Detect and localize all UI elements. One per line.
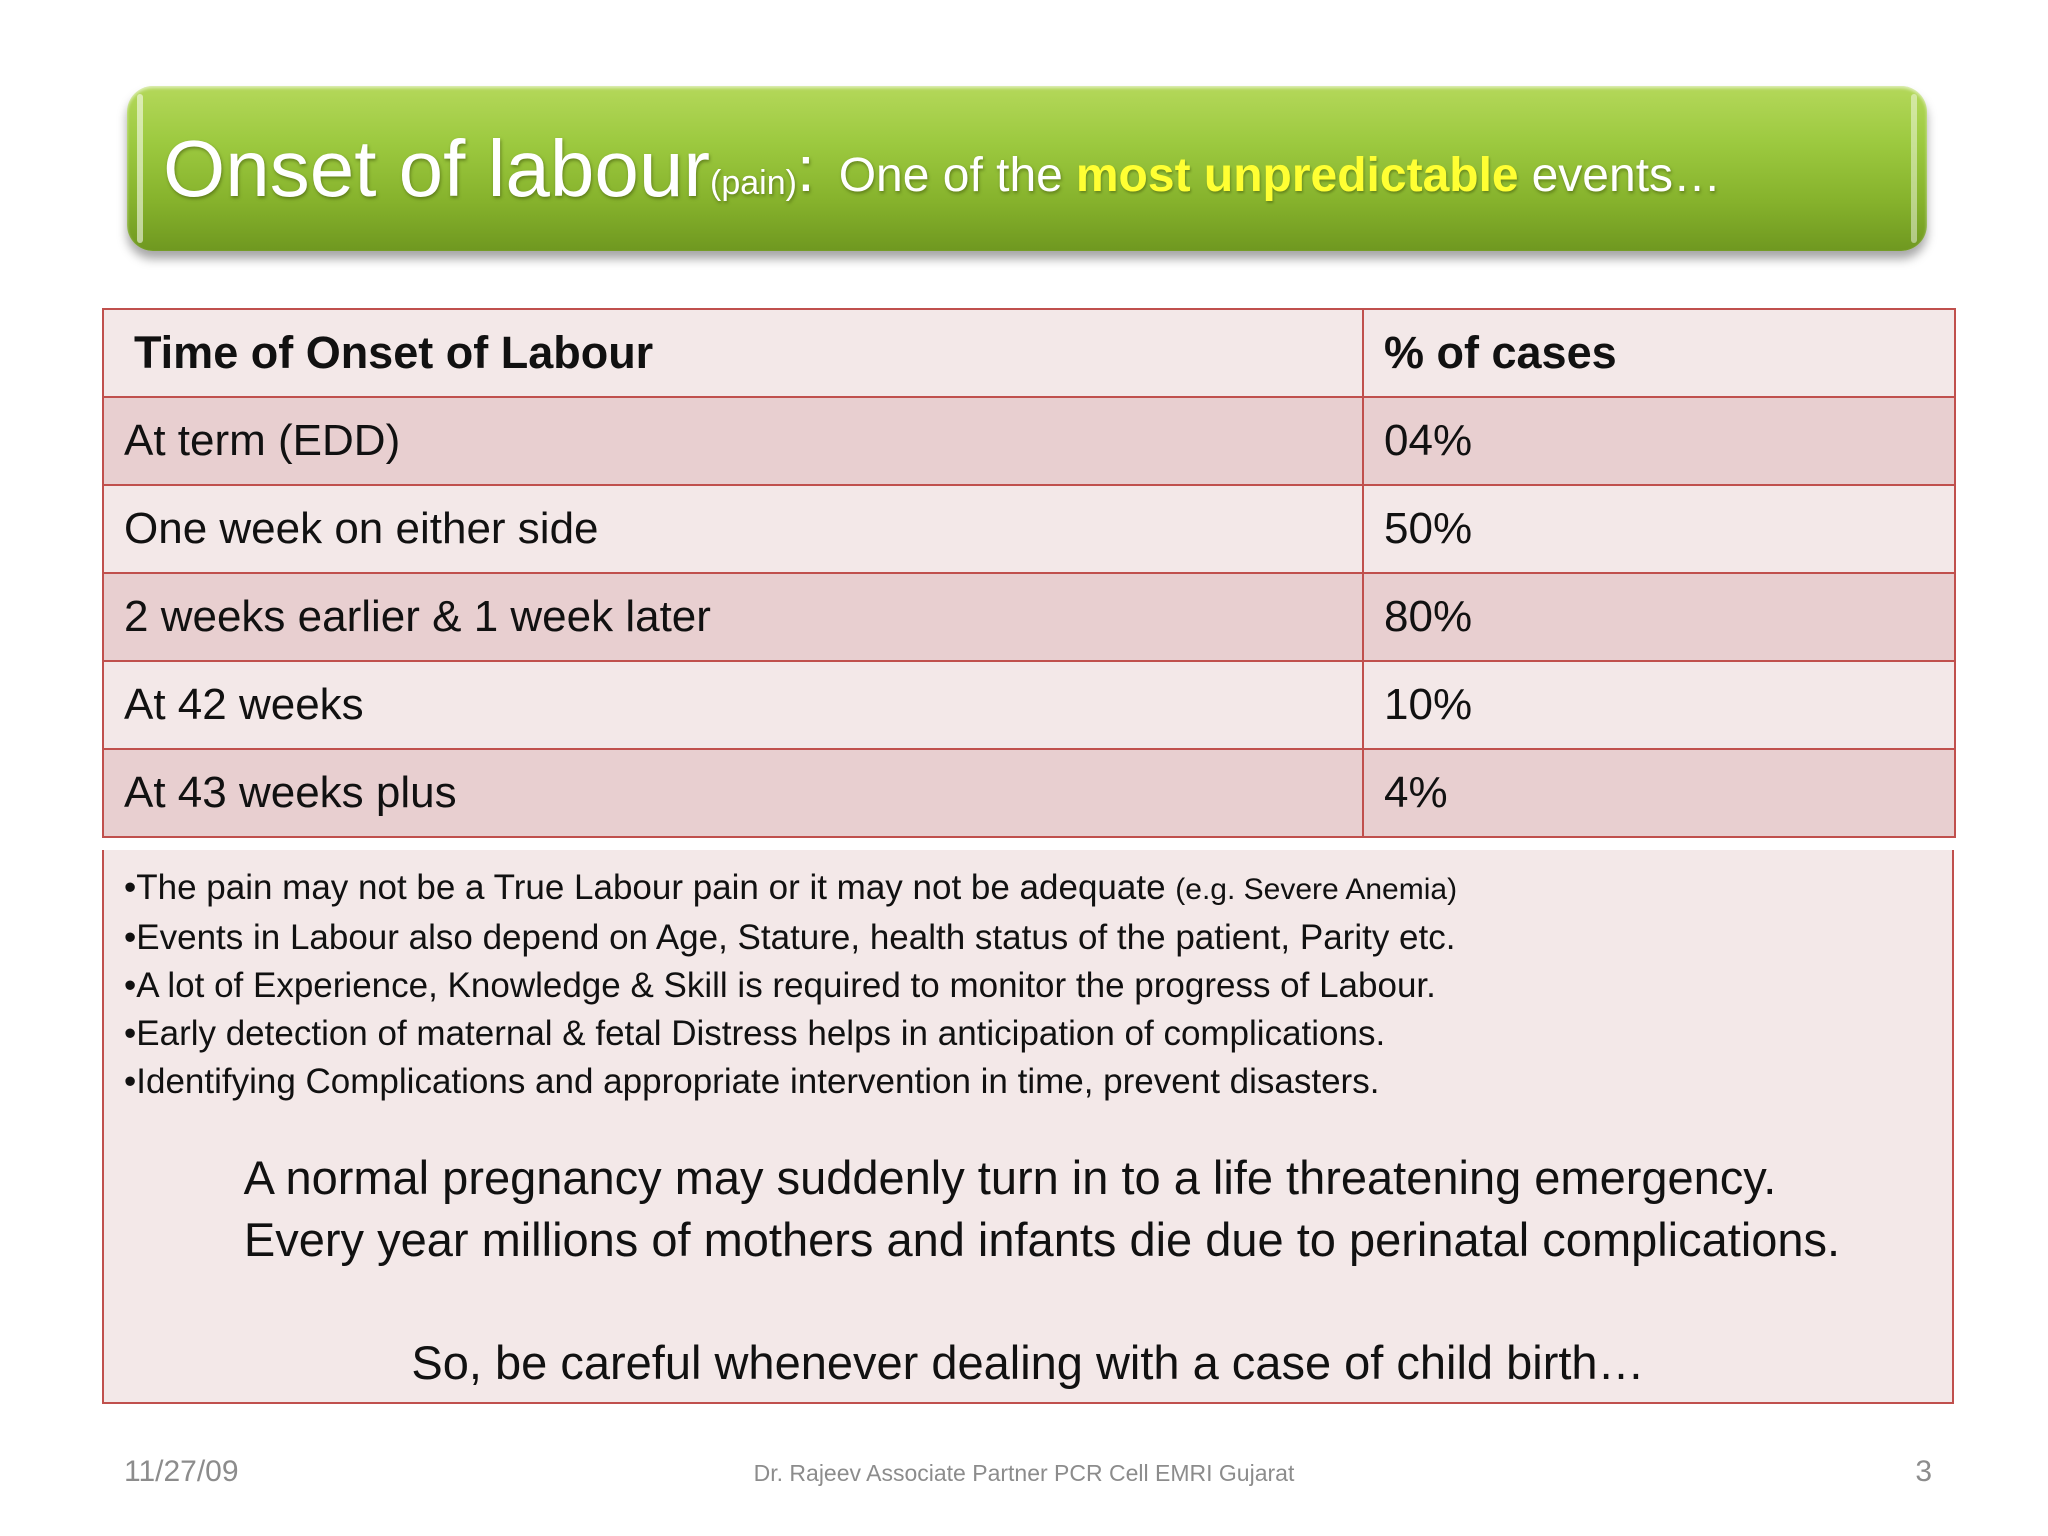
bullet-item [124, 1010, 1457, 1058]
cell-time: At 43 weeks plus [103, 749, 1363, 837]
message-normal-pregnancy: A normal pregnancy may suddenly turn in to a life threatening emergency. [243, 1151, 1777, 1204]
bullet-text: •Events in Labour also depend on Age, Stature, health status of the patient, Parity etc. [124, 918, 1456, 957]
cell-time: One week on either side [103, 485, 1363, 573]
cell-percent: 50% [1363, 485, 1955, 573]
slide-title [163, 86, 1721, 251]
title-sub-before: One of the [838, 149, 1063, 202]
bullet-item [124, 864, 1457, 914]
title-main: Onset of labour [163, 123, 710, 213]
header-percent-cases: % of cases [1363, 309, 1955, 397]
table-row [103, 749, 1955, 837]
bullet-text: •A lot of Experience, Knowledge & Skill is required to monitor the progress of Labour. [124, 966, 1436, 1005]
bullet-item [124, 962, 1457, 1010]
title-colon: : [796, 132, 815, 205]
bullet-text: •Early detection of maternal & fetal Distress helps in anticipation of complications. [124, 1014, 1386, 1053]
message-be-careful: So, be careful whenever dealing with a case of child birth… [411, 1336, 1645, 1389]
cell-percent: 4% [1363, 749, 1955, 837]
title-sub-after: events… [1531, 149, 1722, 202]
cell-percent: 80% [1363, 573, 1955, 661]
bullet-item [124, 914, 1457, 962]
footer-author: Dr. Rajeev Associate Partner PCR Cell EMRI Gujarat [753, 1460, 1295, 1486]
table-row [103, 485, 1955, 573]
header-time-of-onset: Time of Onset of Labour [103, 309, 1363, 397]
cell-time: At 42 weeks [103, 661, 1363, 749]
notes-box [102, 850, 1954, 1404]
slide-number: 3 [1915, 1455, 1932, 1488]
bullet-text: •Identifying Complications and appropriate intervention in time, prevent disasters. [124, 1062, 1380, 1101]
cell-time: At term (EDD) [103, 397, 1363, 485]
bullet-aside: (e.g. Severe Anemia) [1175, 873, 1458, 906]
onset-table [102, 308, 1956, 838]
title-paren: (pain) [710, 164, 797, 202]
table-row [103, 397, 1955, 485]
cell-percent: 10% [1363, 661, 1955, 749]
cell-percent: 04% [1363, 397, 1955, 485]
message-every-year: Every year millions of mothers and infants die due to perinatal complications. [243, 1213, 1841, 1266]
title-highlight: most unpredictable [1075, 149, 1519, 202]
bullet-item [124, 1058, 1457, 1106]
bullet-text: •The pain may not be a True Labour pain or it may not be adequate [124, 868, 1176, 907]
table-header-row [103, 309, 1955, 397]
table-row [103, 573, 1955, 661]
table-row [103, 661, 1955, 749]
footer-date: 11/27/09 [124, 1455, 239, 1488]
title-banner [127, 86, 1927, 251]
cell-time: 2 weeks earlier & 1 week later [103, 573, 1363, 661]
bullet-list [124, 864, 1457, 1106]
